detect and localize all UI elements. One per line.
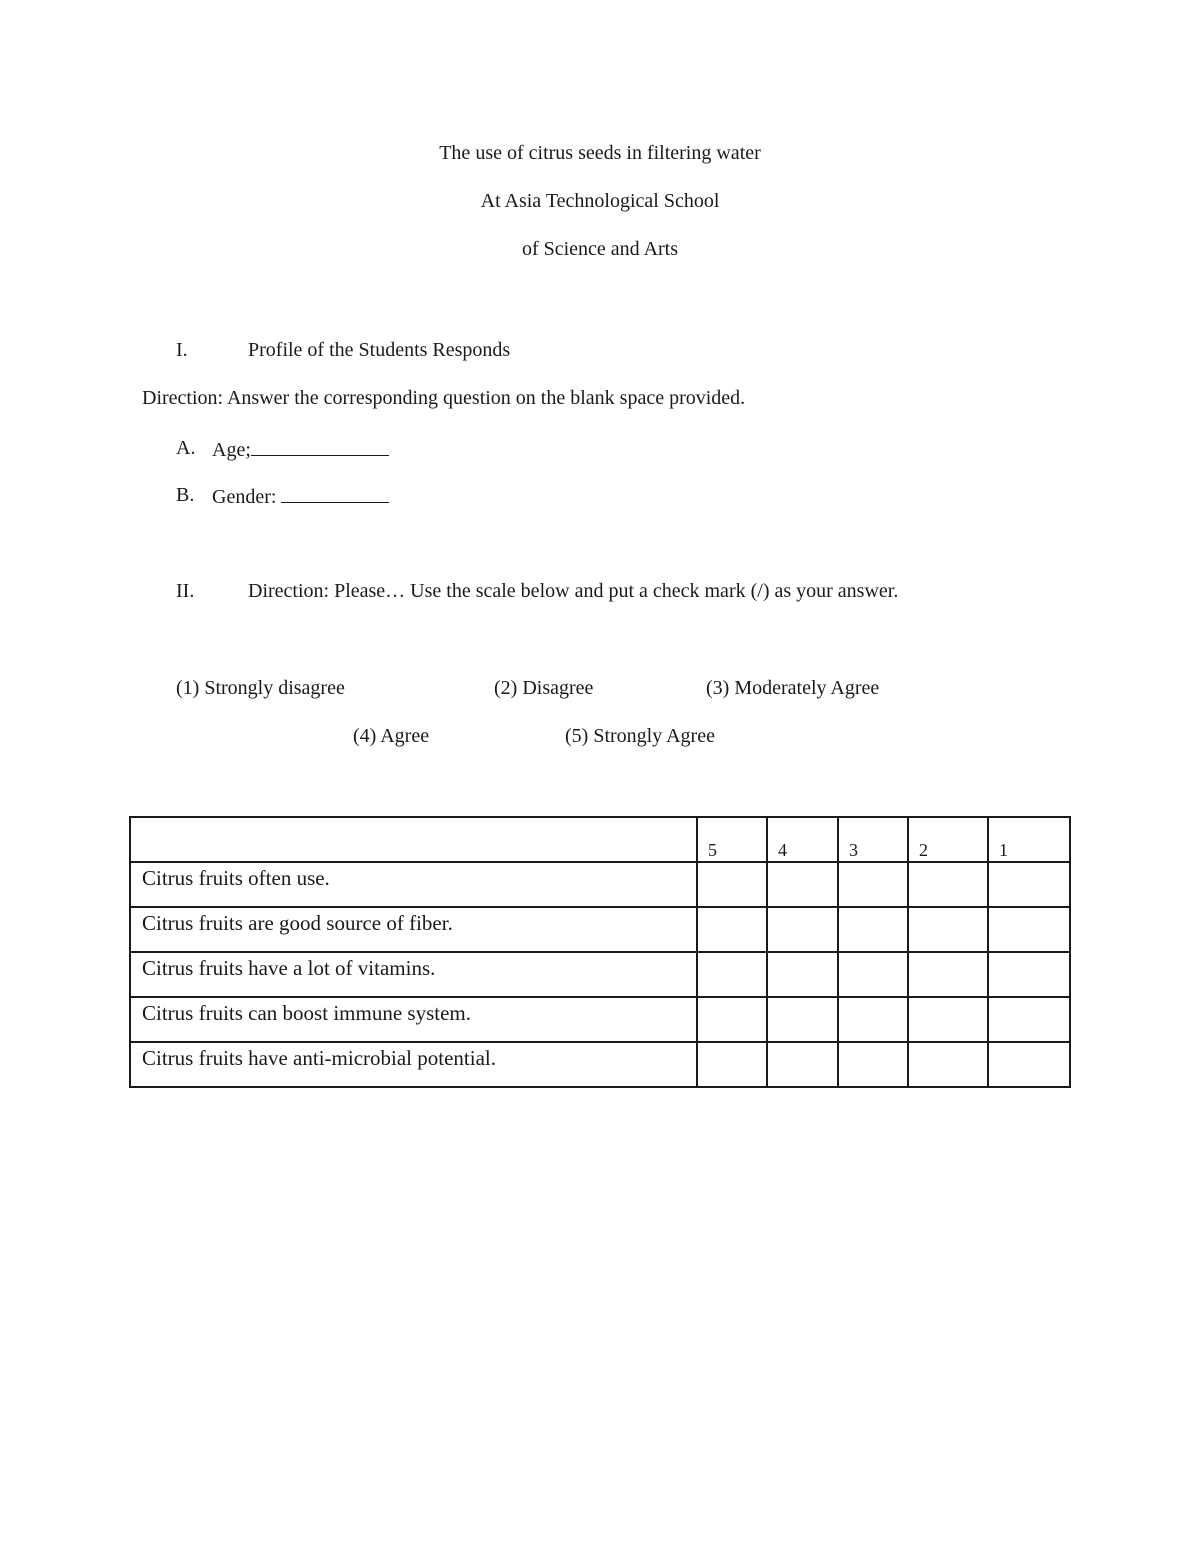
check-box-5[interactable]	[697, 1042, 767, 1087]
check-box-5[interactable]	[697, 952, 767, 997]
check-box-3[interactable]	[838, 997, 908, 1042]
statement-cell: Citrus fruits have a lot of vitamins.	[130, 952, 697, 997]
gender-label: Gender:	[212, 486, 277, 508]
table-header-2: 2	[908, 817, 988, 862]
document-title: The use of citrus seeds in filtering water	[439, 142, 761, 164]
table-row	[130, 997, 1070, 1042]
check-box-2[interactable]	[908, 1042, 988, 1087]
table-row	[130, 1042, 1070, 1087]
check-box-1[interactable]	[988, 1042, 1070, 1087]
scale-moderately-agree: (3) Moderately Agree	[706, 677, 880, 699]
age-label: Age;	[212, 439, 251, 461]
table-row	[130, 952, 1070, 997]
table-row	[130, 907, 1070, 952]
check-box-1[interactable]	[988, 997, 1070, 1042]
scale-strongly-disagree: (1) Strongly disagree	[176, 677, 345, 699]
age-letter: A.	[176, 437, 196, 459]
check-box-4[interactable]	[767, 952, 838, 997]
section-2-direction: Direction: Please… Use the scale below and put a check mark (/) as your answer.	[248, 580, 899, 602]
section-1-numeral: I.	[176, 339, 188, 361]
table-header-4: 4	[767, 817, 838, 862]
table-header-1: 1	[988, 817, 1070, 862]
table-header-5: 5	[697, 817, 767, 862]
scale-strongly-agree: (5) Strongly Agree	[565, 725, 715, 747]
check-box-4[interactable]	[767, 862, 838, 907]
section-1-heading: Profile of the Students Responds	[248, 339, 511, 361]
check-box-4[interactable]	[767, 997, 838, 1042]
check-box-1[interactable]	[988, 952, 1070, 997]
check-box-3[interactable]	[838, 862, 908, 907]
table-header-statement	[130, 817, 697, 862]
check-box-2[interactable]	[908, 952, 988, 997]
check-box-3[interactable]	[838, 1042, 908, 1087]
gender-field[interactable]	[212, 484, 389, 509]
check-box-4[interactable]	[767, 1042, 838, 1087]
check-box-5[interactable]	[697, 997, 767, 1042]
gender-blank-line[interactable]	[281, 484, 389, 503]
rating-table	[129, 816, 1071, 1088]
check-box-2[interactable]	[908, 862, 988, 907]
statement-cell: Citrus fruits have anti-microbial potential.	[130, 1042, 697, 1087]
statement-cell: Citrus fruits are good source of fiber.	[130, 907, 697, 952]
school-name-continued: of Science and Arts	[521, 238, 679, 260]
school-name: At Asia Technological School	[480, 190, 720, 212]
check-box-3[interactable]	[838, 907, 908, 952]
section-2-numeral: II.	[176, 580, 195, 602]
table-header-3: 3	[838, 817, 908, 862]
age-field[interactable]	[212, 437, 389, 462]
table-header-row	[130, 817, 1070, 862]
check-box-1[interactable]	[988, 862, 1070, 907]
check-box-5[interactable]	[697, 907, 767, 952]
check-box-3[interactable]	[838, 952, 908, 997]
check-box-5[interactable]	[697, 862, 767, 907]
table-row	[130, 862, 1070, 907]
statement-cell: Citrus fruits can boost immune system.	[130, 997, 697, 1042]
gender-letter: B.	[176, 484, 195, 506]
check-box-2[interactable]	[908, 997, 988, 1042]
statement-cell: Citrus fruits often use.	[130, 862, 697, 907]
scale-disagree: (2) Disagree	[494, 677, 594, 699]
age-blank-line[interactable]	[251, 437, 389, 456]
section-1-direction: Direction: Answer the corresponding question on the blank space provided.	[142, 387, 746, 409]
check-box-2[interactable]	[908, 907, 988, 952]
check-box-4[interactable]	[767, 907, 838, 952]
check-box-1[interactable]	[988, 907, 1070, 952]
scale-agree: (4) Agree	[353, 725, 430, 747]
